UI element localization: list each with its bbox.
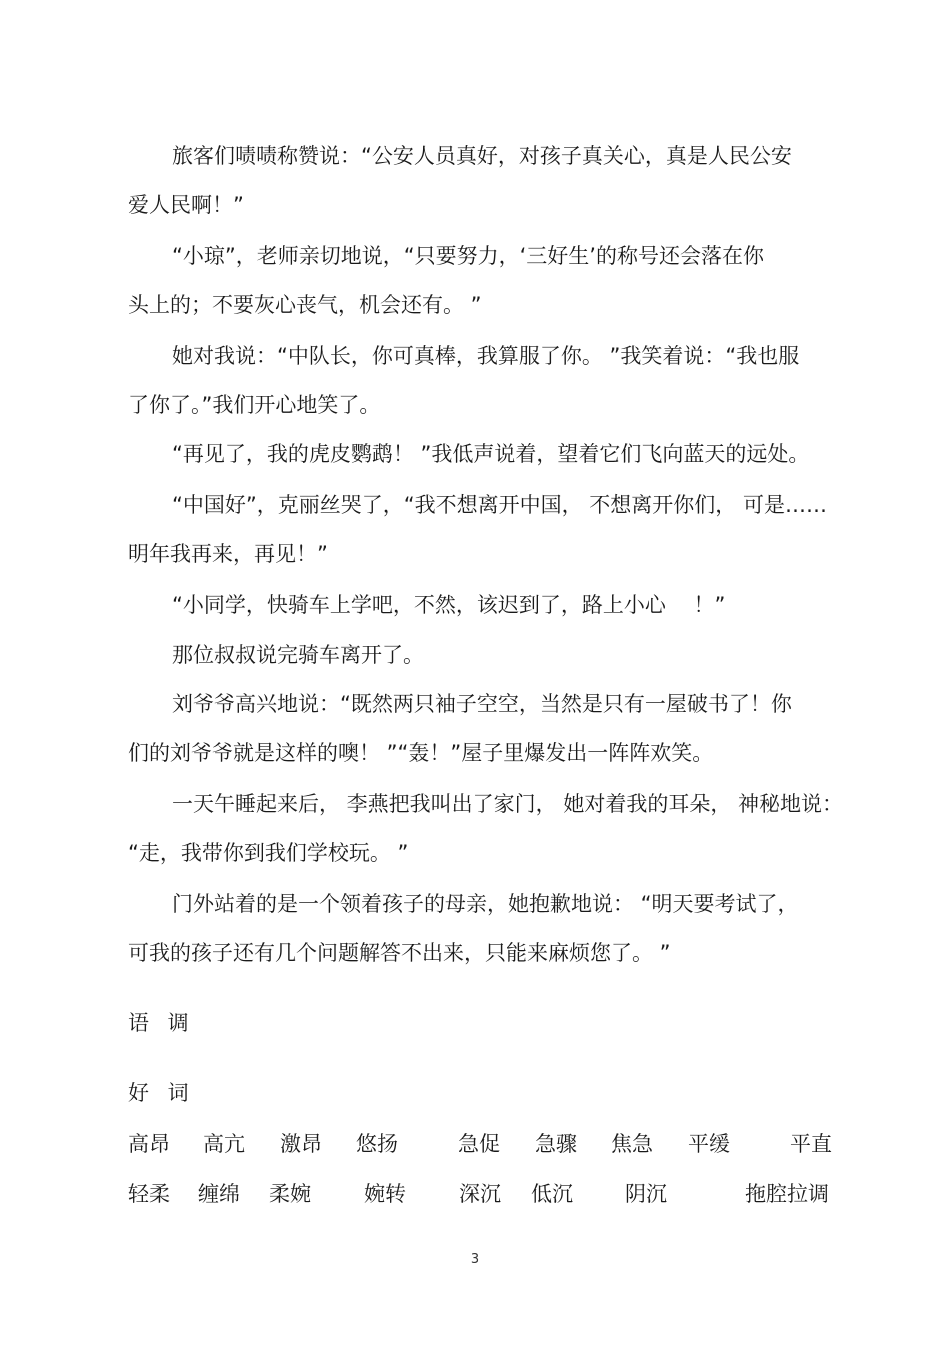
word-item: 急骤	[535, 1132, 577, 1156]
paragraph-10-line-2: 可我的孩子还有几个问题解答不出来，只能来麻烦您了。 ”	[128, 941, 671, 965]
word-item: 缠绵	[198, 1182, 240, 1206]
word-item: 焦急	[611, 1132, 653, 1156]
paragraph-5-line-2: 明年我再来，再见！”	[128, 542, 328, 566]
word-item: 高亢	[203, 1132, 245, 1156]
word-item: 柔婉	[269, 1182, 311, 1206]
paragraph-4-line-1: “再见了，我的虎皮鹦鹉！ ”我低声说着，望着它们飞向蓝天的远处。	[172, 442, 810, 466]
word-item: 急促	[458, 1132, 500, 1156]
paragraph-7-line-1: 那位叔叔说完骑车离开了。	[172, 643, 424, 667]
paragraph-8-line-2: 们的刘爷爷就是这样的噢！ ”“轰！”屋子里爆发出一阵阵欢笑。	[128, 741, 714, 765]
word-item: 高昂	[128, 1132, 170, 1156]
section-title: 语 调	[128, 1011, 195, 1035]
page-number: 3	[470, 1252, 480, 1267]
word-item: 拖腔拉调	[745, 1182, 829, 1206]
paragraph-8-line-1: 刘爷爷高兴地说：“既然两只袖子空空，当然是只有一屋破书了！你	[172, 692, 792, 716]
paragraph-1-line-1: 旅客们啧啧称赞说：“公安人员真好，对孩子真关心，真是人民公安	[172, 144, 792, 168]
subsection-title: 好 词	[128, 1081, 195, 1105]
word-row-2	[128, 1181, 848, 1207]
word-item: 深沉	[459, 1182, 501, 1206]
paragraph-6-line-1: “小同学，快骑车上学吧，不然，该迟到了，路上小心 ！”	[172, 593, 726, 617]
paragraph-3-line-2: 了你了。”我们开心地笑了。	[128, 393, 381, 417]
paragraph-9-line-2: “走，我带你到我们学校玩。 ”	[128, 841, 409, 865]
word-item: 轻柔	[128, 1182, 170, 1206]
paragraph-2-line-2: 头上的；不要灰心丧气，机会还有。 ”	[128, 293, 482, 317]
word-item: 激昂	[280, 1132, 322, 1156]
word-item: 悠扬	[356, 1132, 398, 1156]
paragraph-3-line-1: 她对我说：“中队长，你可真棒，我算服了你。 ”我笑着说：“我也服	[172, 344, 800, 368]
word-item: 平缓	[688, 1132, 730, 1156]
paragraph-1-line-2: 爱人民啊！”	[128, 193, 244, 217]
word-row-1	[128, 1131, 848, 1157]
paragraph-10-line-1: 门外站着的是一个领着孩子的母亲，她抱歉地说： “明天要考试了，	[172, 892, 799, 916]
paragraph-2-line-1: “小琼”，老师亲切地说，“只要努力，‘三好生’的称号还会落在你	[172, 244, 764, 268]
paragraph-9-line-1: 一天午睡起来后， 李燕把我叫出了家门， 她对着我的耳朵， 神秘地说：	[172, 792, 844, 816]
paragraph-5-line-1: “中国好”，克丽丝哭了，“我不想离开中国， 不想离开你们， 可是……	[172, 493, 827, 517]
word-item: 低沉	[531, 1182, 573, 1206]
word-item: 平直	[790, 1132, 832, 1156]
word-item: 阴沉	[625, 1182, 667, 1206]
word-item: 婉转	[364, 1182, 406, 1206]
